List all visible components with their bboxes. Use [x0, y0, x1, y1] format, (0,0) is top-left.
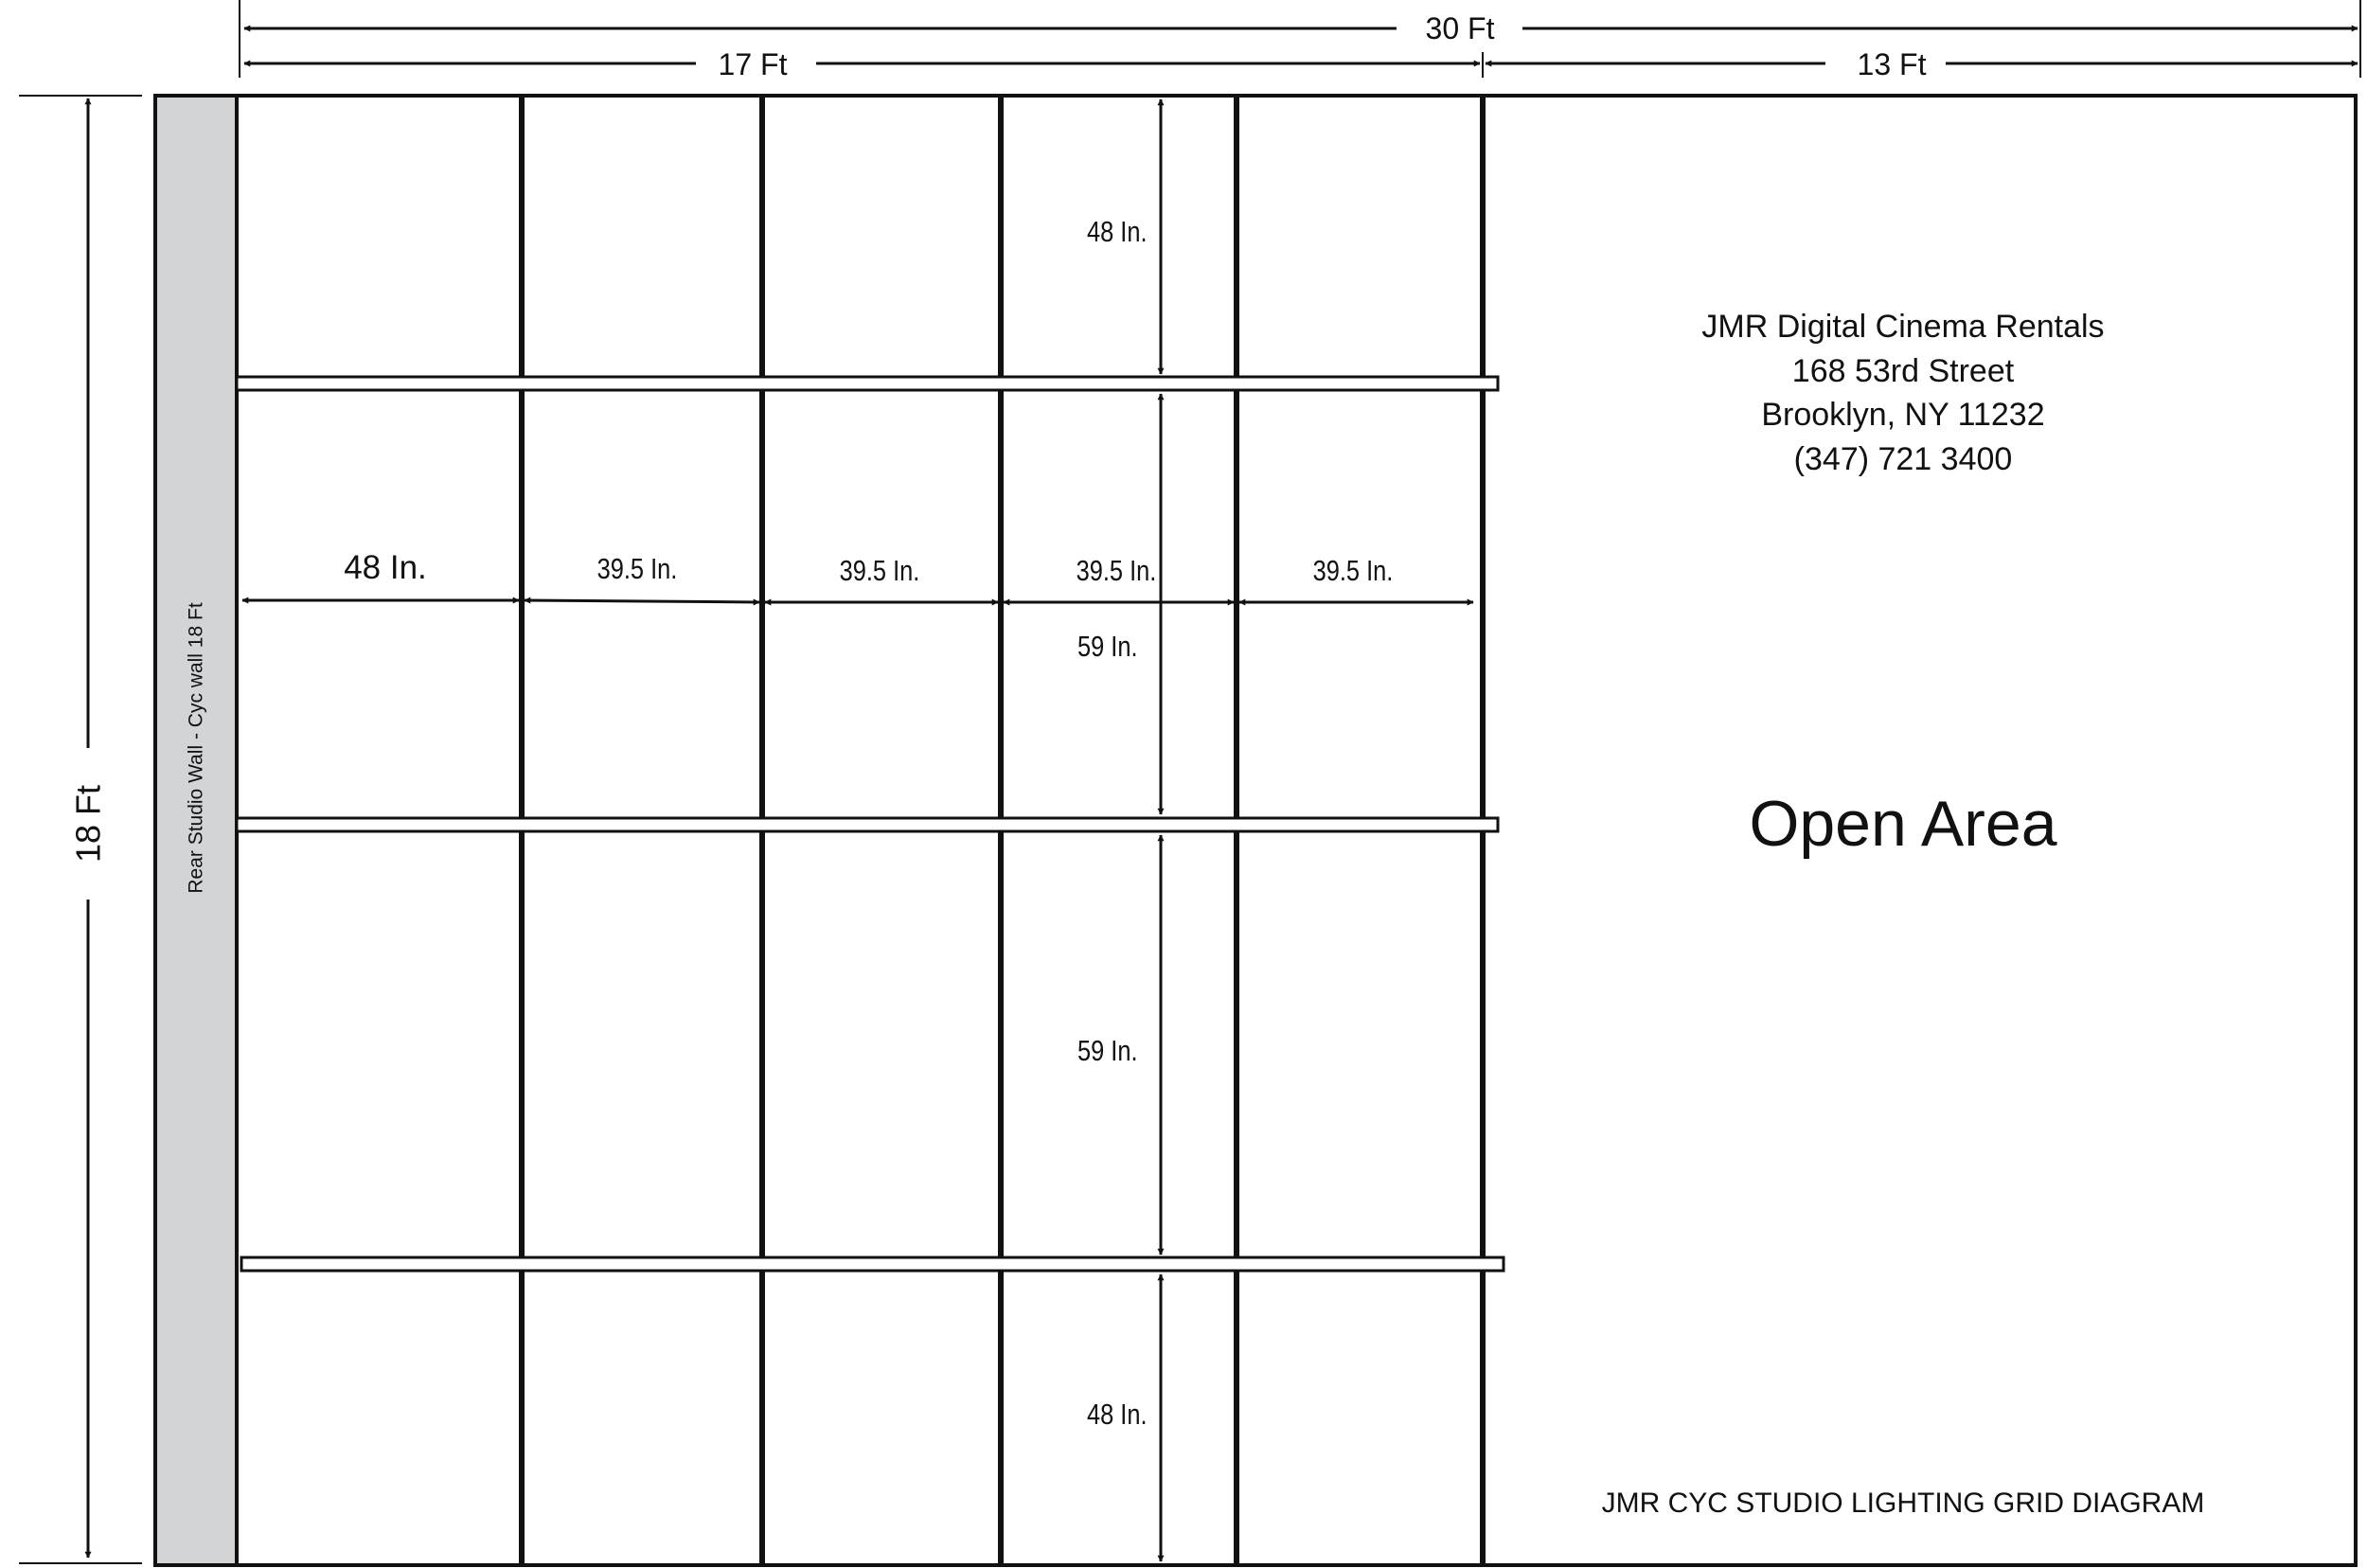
- row-spacing-label-3: 59 In.: [1077, 1034, 1138, 1068]
- company-name: JMR Digital Cinema Rentals: [1701, 309, 2105, 345]
- row-spacing-label-1: 48 In.: [1087, 215, 1148, 249]
- company-street: 168 53rd Street: [1791, 353, 2015, 389]
- company-phone: (347) 721 3400: [1793, 441, 2013, 477]
- company-city: Brooklyn, NY 11232: [1761, 397, 2045, 433]
- row-spacing-label-4: 48 In.: [1087, 1398, 1148, 1432]
- open-area-label: Open Area: [1749, 788, 2057, 860]
- col-spacing-label-2: 39.5 In.: [596, 552, 678, 586]
- grid-pipe-horizontal-2: [237, 818, 1498, 831]
- row-spacing-label-2: 59 In.: [1077, 630, 1138, 664]
- dim-total-width-label: 30 Ft: [1425, 11, 1495, 45]
- col-spacing-arrow-2: [525, 600, 759, 602]
- col-spacing-label-3: 39.5 In.: [839, 554, 920, 588]
- dim-height-label: 18 Ft: [68, 784, 108, 864]
- dim-grid-width-label: 17 Ft: [718, 47, 788, 81]
- col-spacing-label-4: 39.5 In.: [1076, 554, 1157, 588]
- col-spacing-label-5: 39.5 In.: [1312, 554, 1394, 588]
- rear-wall-label: Rear Studio Wall - Cyc wall 18 Ft: [185, 602, 207, 894]
- grid-pipe-horizontal-1: [237, 377, 1498, 390]
- grid-pipe-horizontal-3: [241, 1257, 1504, 1271]
- dim-open-width-label: 13 Ft: [1857, 47, 1927, 81]
- diagram-title: JMR CYC STUDIO LIGHTING GRID DIAGRAM: [1601, 1488, 2205, 1519]
- col-spacing-label-1: 48 In.: [344, 549, 427, 586]
